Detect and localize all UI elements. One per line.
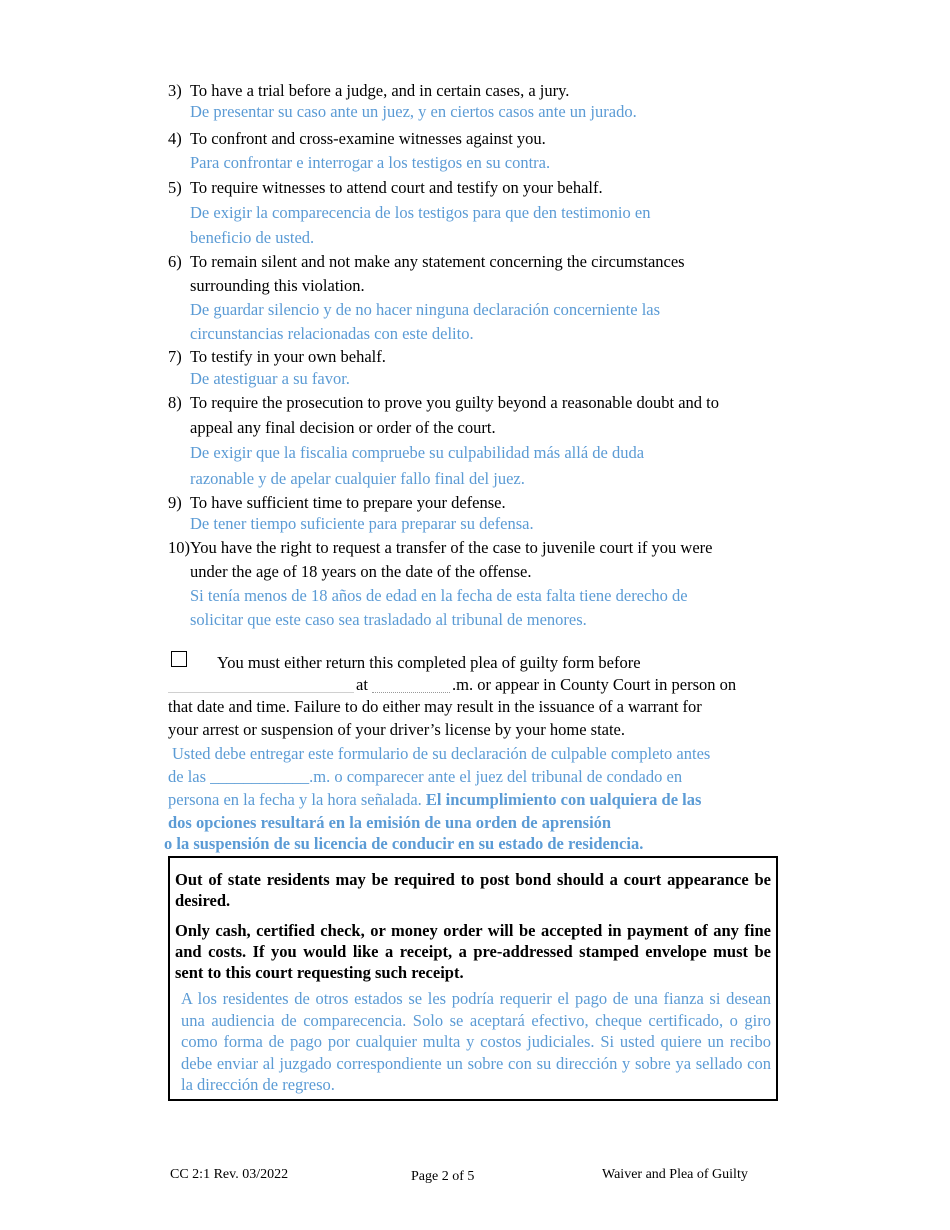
right-6-es-line2: circunstancias relacionadas con este delito. xyxy=(190,324,474,343)
footer-form-id: CC 2:1 Rev. 03/2022 xyxy=(170,1167,289,1182)
right-10-en-line1: 10)You have the right to request a transfer of the case to juvenile court if you were xyxy=(168,538,713,557)
right-3-en: 3) To have a trial before a judge, and in certain cases, a jury. xyxy=(168,81,570,100)
plea-at-label: at xyxy=(356,675,368,694)
right-8-en-line2: appeal any final decision or order of the court. xyxy=(190,418,496,437)
notice-es: A los residentes de otros estados se les podría requerir el pago de una fianza si desean una audiencia de comparecencia. Solo se aceptará efectivo, cheque certificado, o giro como forma de pago por cualquier multa y costos judiciales. Si usted quiere un recibo debe enviar al juzgado correspondiente un sobre con su dirección y sobre ya sellado con la dirección de regreso. xyxy=(181,989,771,1094)
right-7-es: De atestiguar a su favor. xyxy=(190,369,350,388)
right-5-en: 5) To require witnesses to attend court and testify on your behalf. xyxy=(168,178,603,197)
right-8-en-line1: 8) To require the prosecution to prove you guilty beyond a reasonable doubt and to xyxy=(168,393,719,412)
plea-notice-en-line4: your arrest or suspension of your driver’s license by your home state. xyxy=(168,720,626,739)
right-6-en-line1: 6) To remain silent and not make any statement concerning the circumstances xyxy=(168,252,685,271)
right-6-en-line2: surrounding this violation. xyxy=(190,276,365,295)
bond-notice-en: Out of state residents may be required to post bond should a court appearance be desired. xyxy=(175,870,771,910)
right-5-es-line1: De exigir la comparecencia de los testigos para que den testimonio en xyxy=(190,203,651,222)
right-8-es-line2: razonable y de apelar cualquier fallo final del juez. xyxy=(190,469,525,488)
right-10-en-line2: under the age of 18 years on the date of the offense. xyxy=(190,562,532,581)
plea-notice-es-line2: de las ____________.m. o comparecer ante el juez del tribunal de condado en xyxy=(168,767,683,786)
right-10-es-line1: Si tenía menos de 18 años de edad en la fecha de esta falta tiene derecho de xyxy=(190,586,688,605)
plea-notice-en-line3: that date and time. Failure to do either may result in the issuance of a warrant for xyxy=(168,697,702,716)
plea-notice-es-line5: o la suspensión de su licencia de conducir en su estado de residencia. xyxy=(164,834,644,853)
plea-notice-en-line1: You must either return this completed plea of guilty form before xyxy=(217,653,641,672)
right-10-es-line2: solicitar que este caso sea trasladado al tribunal de menores. xyxy=(190,610,587,629)
plea-date-blank[interactable] xyxy=(168,692,354,693)
right-4-en: 4) To confront and cross-examine witnesses against you. xyxy=(168,129,546,148)
right-7-en: 7) To testify in your own behalf. xyxy=(168,347,386,366)
right-6-es-line1: De guardar silencio y de no hacer ninguna declaración concerniente las xyxy=(190,300,661,319)
plea-notice-es-line1: Usted debe entregar este formulario de su declaración de culpable completo antes xyxy=(172,744,711,763)
footer-doc-title: Waiver and Plea of Guilty xyxy=(602,1167,748,1182)
right-9-es: De tener tiempo suficiente para preparar su defensa. xyxy=(190,514,534,533)
right-3-es: De presentar su caso ante un juez, y en ciertos casos ante un jurado. xyxy=(190,102,637,121)
plea-notice-es-line3: persona en la fecha y la hora señalada. El incumplimiento con ualquiera de las xyxy=(168,790,702,809)
right-4-es: Para confrontar e interrogar a los testigos en su contra. xyxy=(190,153,551,172)
right-5-es-line2: beneficio de usted. xyxy=(190,228,315,247)
footer-page-number: Page 2 of 5 xyxy=(411,1169,475,1184)
plea-notice-en-line2: .m. or appear in County Court in person on xyxy=(452,675,737,694)
plea-checkbox[interactable] xyxy=(171,651,187,667)
right-9-en: 9) To have sufficient time to prepare your defense. xyxy=(168,493,506,512)
payment-notice-en: Only cash, certified check, or money order will be accepted in payment of any fine and costs. If you would like a receipt, a pre-addressed stamped envelope must be sent to this court requesting such receipt. xyxy=(175,921,771,982)
right-8-es-line1: De exigir que la fiscalia compruebe su culpabilidad más allá de duda xyxy=(190,443,645,462)
plea-notice-es-line4: dos opciones resultará en la emisión de una orden de aprensión xyxy=(168,813,612,832)
plea-time-blank[interactable] xyxy=(372,692,450,693)
